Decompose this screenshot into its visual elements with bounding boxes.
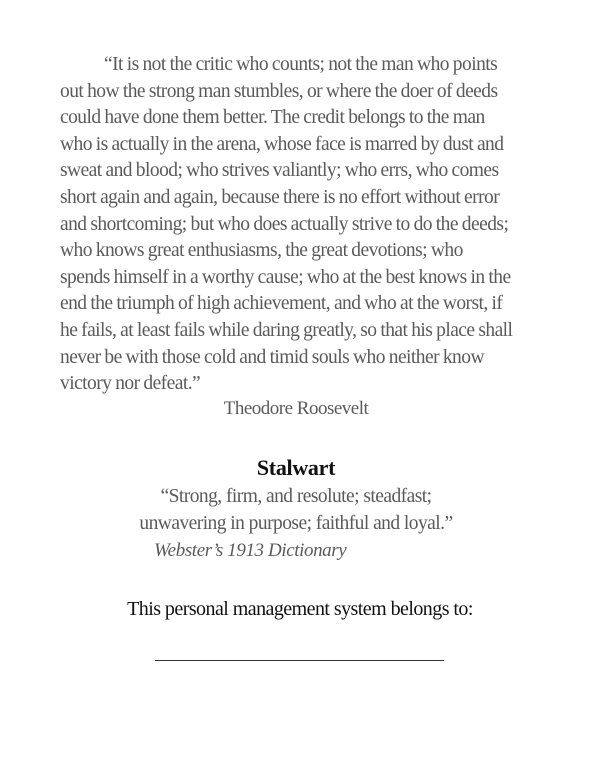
owner-name-blank-line[interactable] <box>155 660 444 661</box>
quote-line: victory nor defeat.” <box>60 373 201 395</box>
quote-line: sweat and blood; who strives valiantly; who errs, who comes <box>60 160 499 182</box>
quote-line: who is actually in the arena, whose face is marred by dust and <box>60 133 504 155</box>
quote-attribution: Theodore Roosevelt <box>223 398 369 419</box>
quote-line: could have done them better. The credit belongs to the man <box>60 107 485 129</box>
quote-line: spends himself in a worthy cause; who at the best knows in the <box>60 266 511 288</box>
quote-line: short again and again, because there is no effort without error <box>60 186 500 208</box>
quote-line: end the triumph of high achievement, and who at the worst, if <box>60 293 503 315</box>
roosevelt-quote <box>60 52 544 398</box>
definition-term: Stalwart <box>256 455 336 480</box>
quote-line: he fails, at least fails while daring greatly, so that his place shall <box>60 319 513 341</box>
quote-line: out how the strong man stumbles, or where the doer of deeds <box>60 80 498 102</box>
quote-line: “It is not the critic who counts; not the man who points <box>104 54 498 75</box>
quote-line: who knows great enthusiasms, the great devotions; who <box>60 240 463 262</box>
definition-source: Webster’s 1913 Dictionary <box>154 540 347 561</box>
quote-line: never be with those cold and timid souls who neither know <box>60 346 484 368</box>
quote-line: and shortcoming; but who does actually strive to do the deeds; <box>60 213 509 235</box>
ownership-label: This personal management system belongs to: <box>127 598 473 620</box>
definition-line: unwavering in purpose; faithful and loyal.” <box>139 513 453 534</box>
definition-line: “Strong, firm, and resolute; steadfast; <box>160 486 432 507</box>
